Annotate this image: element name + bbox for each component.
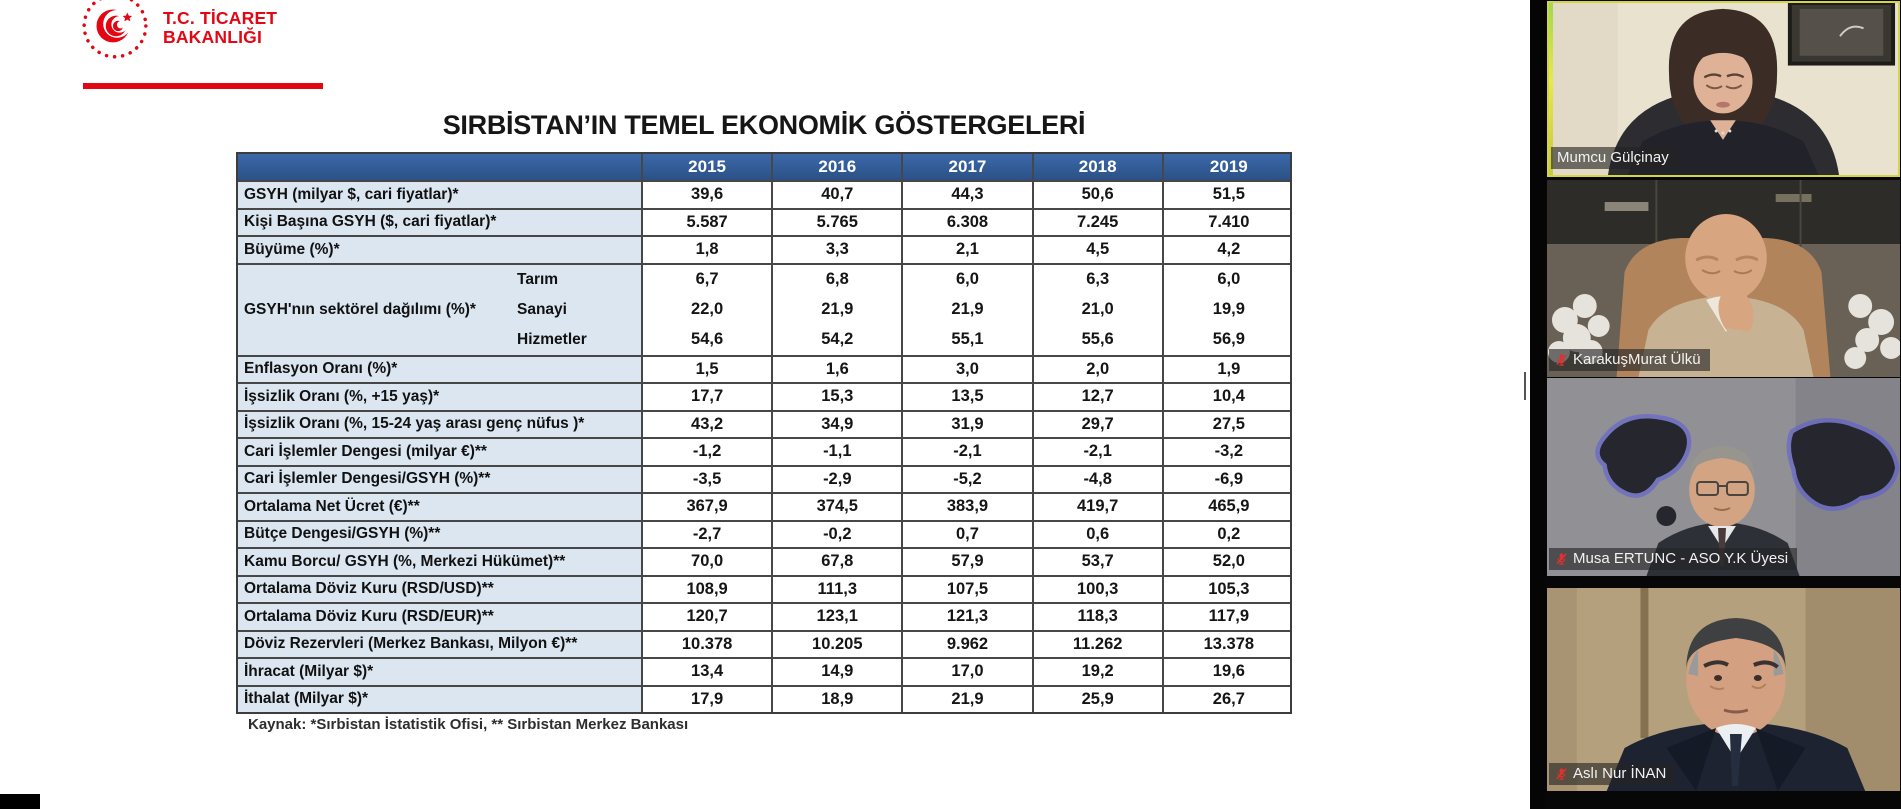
row-label-cell: GSYH (milyar $, cari fiyatlar)* xyxy=(238,182,643,208)
table-row xyxy=(238,208,1290,236)
table-cell: 117,9 xyxy=(1208,607,1250,626)
table-cell: 17,7 xyxy=(643,384,773,410)
table-cell: 419,7 xyxy=(1034,494,1164,520)
table-cell: 2,0 xyxy=(1034,357,1164,383)
table-cell: 383,9 xyxy=(903,494,1033,520)
table-cell: 10.378 xyxy=(643,632,773,658)
participant-tile[interactable] xyxy=(1547,1,1900,177)
bottom-left-black-bar xyxy=(0,794,40,809)
table-cell: 29,7 xyxy=(1034,412,1164,438)
row-label-cell: Ortalama Döviz Kuru (RSD/USD)** xyxy=(238,577,643,603)
table-cell: 70,0 xyxy=(643,549,773,575)
scrollbar[interactable] xyxy=(1524,372,1526,400)
ministry-name-line1: T.C. TİCARET xyxy=(163,8,278,28)
table-cell: -3,2 xyxy=(1214,442,1244,461)
table-cell: 17,9 xyxy=(643,687,773,713)
table-cell: 14,9 xyxy=(773,659,903,685)
ministry-name xyxy=(163,9,277,46)
table-cell: 12,7 xyxy=(1034,384,1164,410)
table-row xyxy=(238,685,1290,713)
table-row xyxy=(238,492,1290,520)
participant-name-tag xyxy=(1549,763,1675,785)
year-column-header: 2016 xyxy=(773,154,903,180)
panel-divider xyxy=(1530,0,1546,809)
table-row xyxy=(238,602,1290,630)
participant-tile[interactable] xyxy=(1547,378,1900,576)
participant-name: Aslı Nur İNAN xyxy=(1573,765,1667,782)
table-cell: 3,0 xyxy=(903,357,1033,383)
table-cell: 57,9 xyxy=(903,549,1033,575)
muted-mic-icon xyxy=(1555,552,1568,566)
table-cell: 44,3 xyxy=(903,182,1033,208)
table-cell: 19,6 xyxy=(1212,662,1245,681)
table-row xyxy=(238,630,1290,658)
table-cell: -0,2 xyxy=(773,522,903,548)
table-cell: 34,9 xyxy=(773,412,903,438)
table-cell: -6,9 xyxy=(1214,469,1244,488)
table-cell: 18,9 xyxy=(773,687,903,713)
table-cell: 108,9 xyxy=(643,577,773,603)
table-cell: -5,2 xyxy=(903,467,1033,493)
table-cell: 465,9 xyxy=(1208,497,1250,516)
ministry-emblem-icon xyxy=(79,0,151,64)
table-row xyxy=(238,575,1290,603)
row-label-cell: Enflasyon Oranı (%)* xyxy=(238,357,643,383)
table-cell: 1,9 xyxy=(1217,359,1241,378)
table-cell: -2,7 xyxy=(643,522,773,548)
table-cell: -2,1 xyxy=(1034,439,1164,465)
table-cell: 6,0 21,9 55,1 xyxy=(903,265,1033,355)
table-cell: 374,5 xyxy=(773,494,903,520)
table-cell: 10,4 xyxy=(1212,387,1245,406)
table-cell: 121,3 xyxy=(903,604,1033,630)
table-cell: 1,6 xyxy=(773,357,903,383)
row-label-cell: Ortalama Döviz Kuru (RSD/EUR)** xyxy=(238,604,643,630)
table-cell: 107,5 xyxy=(903,577,1033,603)
table-row xyxy=(238,235,1290,263)
table-cell: 2,1 xyxy=(903,237,1033,263)
table-cell: 7.410 xyxy=(1208,212,1250,231)
table-cell: 25,9 xyxy=(1034,687,1164,713)
row-label-cell: İhracat (Milyar $)* xyxy=(238,659,643,685)
table-row xyxy=(238,657,1290,685)
row-label-cell: Ortalama Net Ücret (€)** xyxy=(238,494,643,520)
table-cell: 123,1 xyxy=(773,604,903,630)
year-column-header: 2019 xyxy=(1209,157,1248,176)
table-cell: 51,5 xyxy=(1212,185,1245,204)
table-cell: 7.245 xyxy=(1034,210,1164,236)
year-column-header: 2015 xyxy=(643,154,773,180)
table-cell: 26,7 xyxy=(1212,689,1245,708)
table-cell: 13,5 xyxy=(903,384,1033,410)
table-cell: 67,8 xyxy=(773,549,903,575)
slide-title: SIRBİSTAN’IN TEMEL EKONOMİK GÖSTERGELERİ xyxy=(442,110,1086,140)
table-row xyxy=(238,410,1290,438)
row-label-cell: GSYH'nın sektörel dağılımı (%)* Tarım Sanayi Hizmetler xyxy=(238,265,643,355)
muted-mic-icon xyxy=(1555,353,1568,367)
row-label-cell: Bütçe Dengesi/GSYH (%)** xyxy=(238,522,643,548)
table-cell: 11.262 xyxy=(1034,632,1164,658)
ministry-name-line2: BAKANLIĞI xyxy=(163,26,263,47)
table-cell: 52,0 xyxy=(1212,552,1245,571)
table-row xyxy=(238,355,1290,383)
participant-video xyxy=(1547,378,1900,576)
table-cell: 50,6 xyxy=(1034,182,1164,208)
table-cell: 0,2 xyxy=(1217,524,1241,543)
table-row xyxy=(238,263,1290,355)
table-cell: -2,9 xyxy=(773,467,903,493)
participants-panel xyxy=(1546,0,1901,809)
row-label-cell: Kişi Başına GSYH ($, cari fiyatlar)* xyxy=(238,210,643,236)
table-cell: 53,7 xyxy=(1034,549,1164,575)
participant-name: KarakuşMurat Ülkü xyxy=(1573,351,1701,368)
table-row xyxy=(238,382,1290,410)
row-label-cell: Döviz Rezervleri (Merkez Bankası, Milyon €)** xyxy=(238,632,643,658)
participant-video xyxy=(1547,180,1900,377)
participant-name-tag xyxy=(1549,349,1710,371)
table-cell: -4,8 xyxy=(1034,467,1164,493)
indicators-table xyxy=(236,152,1292,714)
table-cell: 6,8 21,9 54,2 xyxy=(773,265,903,355)
row-label-cell: Cari İşlemler Dengesi/GSYH (%)** xyxy=(238,467,643,493)
table-row xyxy=(238,465,1290,493)
table-cell: 21,9 xyxy=(903,687,1033,713)
table-cell: 6,0 19,9 56,9 xyxy=(1212,270,1245,348)
table-cell: 3,3 xyxy=(773,237,903,263)
table-row xyxy=(238,180,1290,208)
table-header-row xyxy=(238,154,1290,180)
table-row xyxy=(238,520,1290,548)
table-cell: 6,3 21,0 55,6 xyxy=(1034,265,1164,355)
table-cell: 17,0 xyxy=(903,659,1033,685)
table-cell: 27,5 xyxy=(1212,414,1245,433)
table-row xyxy=(238,437,1290,465)
table-cell: 5.587 xyxy=(643,210,773,236)
table-cell: 111,3 xyxy=(773,577,903,603)
participant-name: Musa ERTUNC - ASO Y.K Üyesi xyxy=(1573,550,1789,567)
table-cell: -1,2 xyxy=(643,439,773,465)
row-label-cell: İşsizlik Oranı (%, +15 yaş)* xyxy=(238,384,643,410)
table-corner-cell xyxy=(238,154,643,180)
row-label-cell: İthalat (Milyar $)* xyxy=(238,687,643,713)
source-note: Kaynak: *Sırbistan İstatistik Ofisi, ** Sırbistan Merkez Bankası xyxy=(248,716,689,733)
table-cell: 105,3 xyxy=(1208,579,1250,598)
muted-mic-icon xyxy=(1555,767,1568,781)
table-cell: 5.765 xyxy=(773,210,903,236)
table-cell: 40,7 xyxy=(773,182,903,208)
logo-underline xyxy=(83,83,323,89)
table-cell: 0,7 xyxy=(903,522,1033,548)
table-cell: -1,1 xyxy=(773,439,903,465)
table-cell: -2,1 xyxy=(903,439,1033,465)
table-cell: 15,3 xyxy=(773,384,903,410)
row-label-cell: İşsizlik Oranı (%, 15-24 yaş arası genç nüfus )* xyxy=(238,412,643,438)
table-cell: 4,5 xyxy=(1034,237,1164,263)
participant-tile[interactable] xyxy=(1547,588,1900,791)
table-cell: 9.962 xyxy=(903,632,1033,658)
table-cell: 1,8 xyxy=(643,237,773,263)
sector-sublabels: Tarım Sanayi Hizmetler xyxy=(517,270,587,348)
table-cell: 118,3 xyxy=(1034,604,1164,630)
table-cell: 31,9 xyxy=(903,412,1033,438)
table-cell: -3,5 xyxy=(643,467,773,493)
table-cell: 39,6 xyxy=(643,182,773,208)
participant-name-tag xyxy=(1549,548,1797,570)
table-row xyxy=(238,547,1290,575)
table-cell: 1,5 xyxy=(643,357,773,383)
participant-video xyxy=(1547,588,1900,791)
table-cell: 120,7 xyxy=(643,604,773,630)
table-cell: 10.205 xyxy=(773,632,903,658)
table-cell: 6,7 22,0 54,6 xyxy=(643,265,773,355)
table-cell: 100,3 xyxy=(1034,577,1164,603)
table-cell: 19,2 xyxy=(1034,659,1164,685)
table-cell: 367,9 xyxy=(643,494,773,520)
table-cell: 43,2 xyxy=(643,412,773,438)
year-column-header: 2018 xyxy=(1034,154,1164,180)
table-cell: 6.308 xyxy=(903,210,1033,236)
table-cell: 13,4 xyxy=(643,659,773,685)
participant-name-tag xyxy=(1551,147,1678,169)
table-cell: 0,6 xyxy=(1034,522,1164,548)
participant-tile[interactable] xyxy=(1547,180,1900,377)
table-cell: 4,2 xyxy=(1217,240,1241,259)
row-label-cell: Cari İşlemler Dengesi (milyar €)** xyxy=(238,439,643,465)
year-column-header: 2017 xyxy=(903,154,1033,180)
participant-name: Mumcu Gülçinay xyxy=(1557,149,1669,166)
row-label-cell: Kamu Borcu/ GSYH (%, Merkezi Hükümet)** xyxy=(238,549,643,575)
row-label-cell: Büyüme (%)* xyxy=(238,237,643,263)
table-cell: 13.378 xyxy=(1203,634,1255,653)
